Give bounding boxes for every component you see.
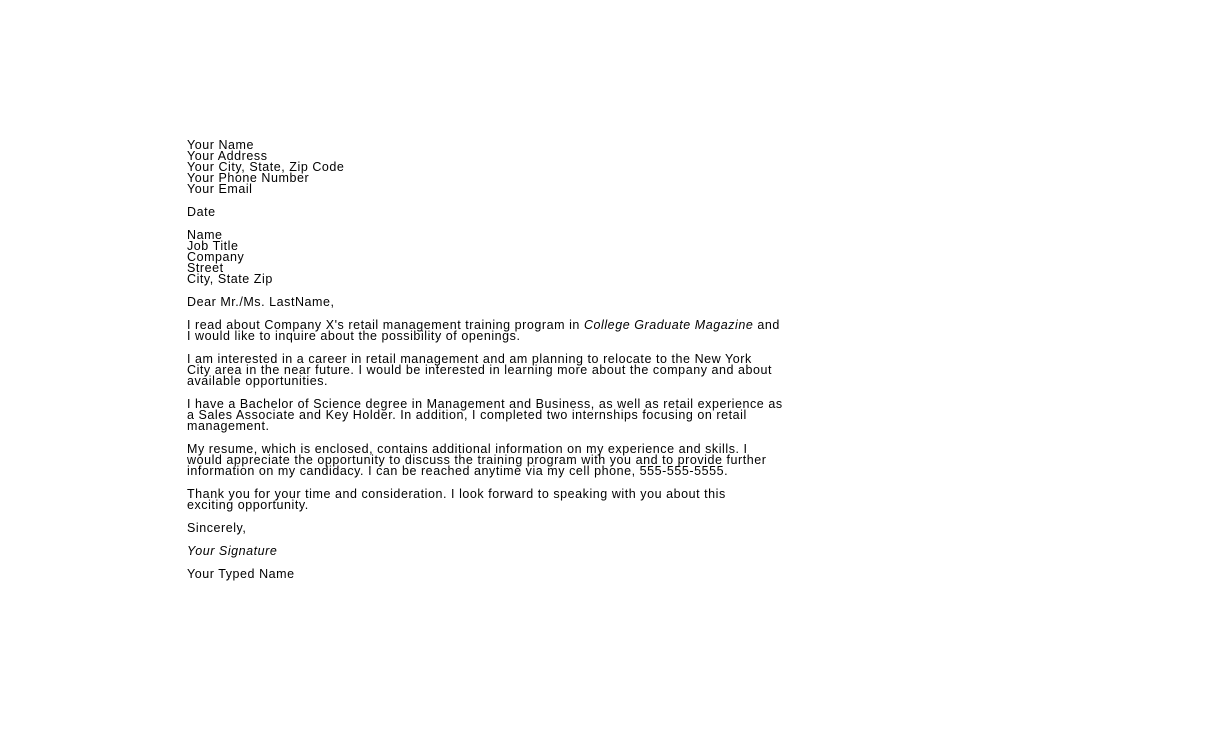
sender-name: Your Name — [187, 138, 255, 152]
typed-name: Your Typed Name — [187, 567, 295, 581]
paragraph-4-line-2: would appreciate the opportunity to discuss the training program with you and to provide further — [187, 453, 767, 467]
paragraph-1-text-a: I read about Company X's retail management training program in — [187, 318, 584, 332]
date-block — [187, 207, 1047, 218]
paragraph-5-line-1: Thank you for your time and consideration. I look forward to speaking with you about this — [187, 487, 726, 501]
sender-block — [187, 140, 1047, 195]
paragraph-4 — [187, 444, 1047, 477]
paragraph-5 — [187, 489, 1047, 511]
signature: Your Signature — [187, 544, 278, 558]
paragraph-1-text-b: and — [753, 318, 780, 332]
closing-block — [187, 523, 1047, 534]
cover-letter — [187, 140, 1047, 580]
typed-name-block — [187, 569, 1047, 580]
paragraph-4-line-1: My resume, which is enclosed, contains additional information on my experience and skills. I — [187, 442, 748, 456]
recipient-city-state-zip: City, State Zip — [187, 272, 273, 286]
paragraph-2 — [187, 354, 1047, 387]
recipient-job-title: Job Title — [187, 239, 239, 253]
recipient-block — [187, 230, 1047, 285]
signature-block — [187, 546, 1047, 557]
paragraph-1-line-2: I would like to inquire about the possibility of openings. — [187, 329, 521, 343]
salutation: Dear Mr./Ms. LastName, — [187, 295, 335, 309]
letter-date: Date — [187, 205, 216, 219]
paragraph-2-line-3: available opportunities. — [187, 374, 329, 388]
paragraph-1 — [187, 320, 1047, 342]
sender-address: Your Address — [187, 149, 268, 163]
sender-city-state-zip: Your City, State, Zip Code — [187, 160, 345, 174]
paragraph-2-line-2: City area in the near future. I would be interested in learning more about the company and about — [187, 363, 773, 377]
magazine-title: College Graduate Magazine — [583, 318, 754, 332]
recipient-street: Street — [187, 261, 224, 275]
paragraph-3 — [187, 399, 1047, 432]
paragraph-4-line-3: information on my candidacy. I can be reached anytime via my cell phone, 555-555-5555. — [187, 464, 729, 478]
closing: Sincerely, — [187, 521, 247, 535]
sender-email: Your Email — [187, 182, 253, 196]
salutation-block — [187, 297, 1047, 308]
recipient-name: Name — [187, 228, 223, 242]
paragraph-5-line-2: exciting opportunity. — [187, 498, 309, 512]
sender-phone: Your Phone Number — [187, 171, 310, 185]
paragraph-3-line-2: a Sales Associate and Key Holder. In addition, I completed two internships focusing on retail — [187, 408, 747, 422]
paragraph-3-line-3: management. — [187, 419, 270, 433]
paragraph-3-line-1: I have a Bachelor of Science degree in Management and Business, as well as retail experience as — [187, 397, 783, 411]
recipient-company: Company — [187, 250, 245, 264]
paragraph-2-line-1: I am interested in a career in retail management and am planning to relocate to the New York — [187, 352, 752, 366]
